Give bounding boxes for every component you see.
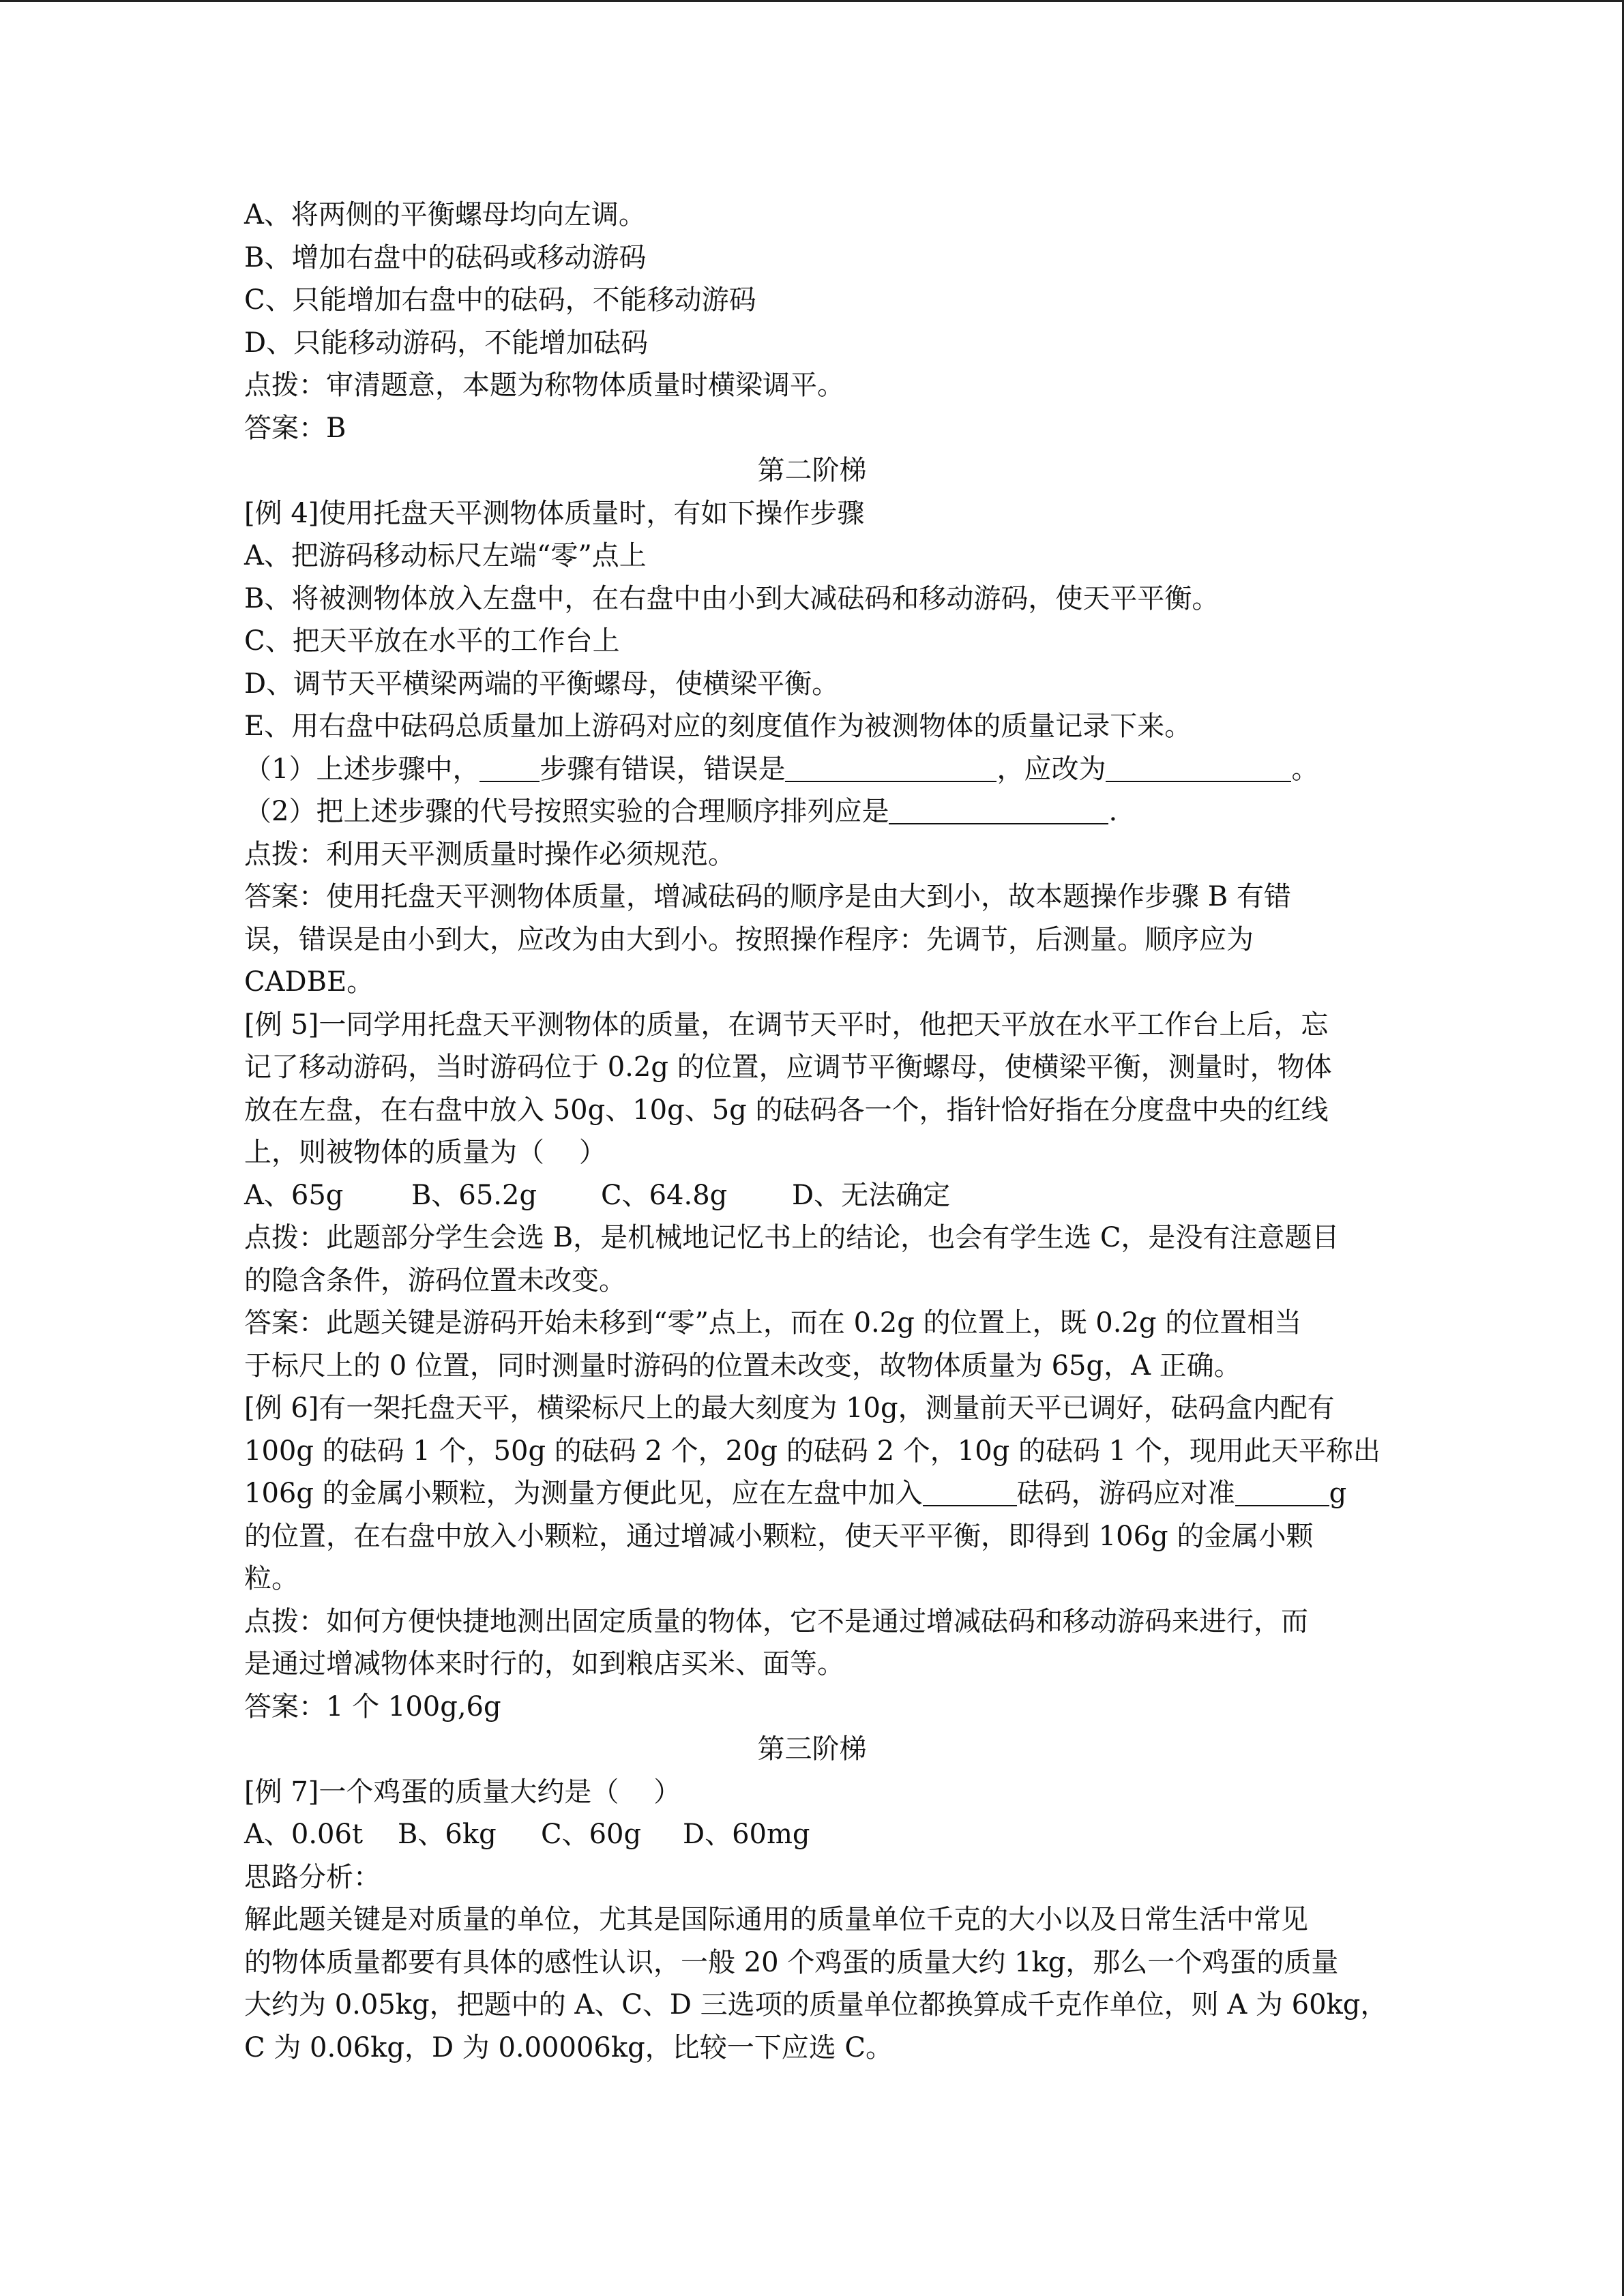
text-segment: 步骤有错误，错误是 [540, 753, 786, 785]
text-segment: . [1108, 796, 1118, 827]
example7-analysis-line: 的物体质量都要有具体的感性认识，一般 20 个鸡蛋的质量大约 1kg，那么一个鸡蛋的质量 [244, 1946, 1339, 1978]
example4-subquestion-2 [244, 790, 1380, 833]
example4-step-b: B、将被测物体放入左盘中，在右盘中由小到大减砝码和移动游码，使天平平衡。 [244, 582, 1220, 614]
text-segment: （1）上述步骤中， [244, 753, 480, 785]
example5-question-line: 记了移动游码，当时游码位于 0.2g 的位置，应调节平衡螺母，使横梁平衡，测量时，物体 [244, 1052, 1332, 1083]
option-a: A、0.06t [244, 1819, 364, 1850]
example5-options [244, 1174, 1380, 1217]
text-segment: （2）把上述步骤的代号按照实验的合理顺序排列应是 [244, 796, 889, 827]
option-d: D、只能移动游码，不能增加砝码 [244, 327, 649, 359]
example6-hint-line: 点拨：如何方便快捷地测出固定质量的物体，它不是通过增减砝码和移动游码来进行，而 [244, 1605, 1308, 1637]
option-b: B、增加右盘中的砝码或移动游码 [244, 241, 647, 273]
option-b: B、6kg [398, 1819, 497, 1850]
answer-blank [1106, 754, 1291, 782]
example4-answer-line: CADBE。 [244, 966, 374, 998]
example4-step-a: A、把游码移动标尺左端“零”点上 [244, 540, 647, 571]
option-c: C、64.8g [601, 1179, 728, 1211]
example7-analysis-title: 思路分析： [244, 1861, 381, 1893]
option-b: B、65.2g [411, 1179, 537, 1211]
example4-hint: 点拨：利用天平测质量时操作必须规范。 [244, 838, 735, 870]
example4-subquestion-1 [244, 748, 1380, 791]
answer-blank [1235, 1478, 1329, 1506]
example7-question: [例 7]一个鸡蛋的质量大约是（ ） [244, 1776, 681, 1808]
example4-answer-line: 误，错误是由小到大，应改为由大到小。按照操作程序：先调节，后测量。顺序应为 [244, 923, 1254, 955]
section-title-3: 第三阶梯 [757, 1733, 867, 1765]
example7-analysis-line: C 为 0.06kg，D 为 0.00006kg，比较一下应选 C。 [244, 2031, 894, 2063]
option-a: A、将两侧的平衡螺母均向左调。 [244, 199, 646, 230]
document-body [244, 194, 1388, 2069]
example7-analysis-line: 大约为 0.05kg，把题中的 A、C、D 三选项的质量单位都换算成千克作单位，则 A 为 60kg， [244, 1989, 1388, 2021]
option-d: D、60mg [683, 1819, 810, 1850]
text-segment: ，应改为 [996, 753, 1106, 785]
example6-question-line [244, 1472, 1380, 1515]
option-d: D、无法确定 [792, 1179, 951, 1211]
answer-blank [923, 1478, 1017, 1506]
example6-question-line: 100g 的砝码 1 个，50g 的砝码 2 个，20g 的砝码 2 个，10g 的砝码 1 个，现用此天平称出 [244, 1435, 1381, 1467]
example4-step-c: C、把天平放在水平的工作台上 [244, 625, 620, 657]
section-title-2: 第二阶梯 [757, 455, 867, 486]
text-segment: g [1329, 1478, 1347, 1509]
answer-blank [785, 754, 996, 782]
text-segment: 砝码，游码应对准 [1016, 1478, 1235, 1509]
example4-question: [例 4]使用托盘天平测物体质量时，有如下操作步骤 [244, 497, 865, 529]
answer-blank [479, 754, 540, 782]
text-segment: 。 [1291, 753, 1319, 785]
example6-question-line: [例 6]有一架托盘天平，横梁标尺上的最大刻度为 10g，测量前天平已调好，砝码盒内配有 [244, 1392, 1335, 1424]
text-segment: 106g 的金属小颗粒，为测量方便此见，应在左盘中加入 [244, 1478, 923, 1509]
example6-answer: 答案：1 个 100g,6g [244, 1690, 501, 1723]
example6-hint-line: 是通过增减物体来时行的，如到粮店买米、面等。 [244, 1648, 844, 1680]
example5-answer-line: 答案：此题关键是游码开始未移到“零”点上，而在 0.2g 的位置上，既 0.2g 的位置相当 [244, 1307, 1302, 1339]
example5-question-line: [例 5]一同学用托盘天平测物体的质量，在调节天平时，他把天平放在水平工作台上后，忘 [244, 1009, 1329, 1041]
option-a: A、65g [244, 1179, 344, 1211]
example4-step-d: D、调节天平横梁两端的平衡螺母，使横梁平衡。 [244, 668, 840, 700]
example7-analysis-line: 解此题关键是对质量的单位，尤其是国际通用的质量单位千克的大小以及日常生活中常见 [244, 1904, 1308, 1935]
hint: 点拨：审清题意，本题为称物体质量时横梁调平。 [244, 370, 844, 401]
example5-question-line: 放在左盘，在右盘中放入 50g、10g、5g 的砝码各一个，指针恰好指在分度盘中央的红线 [244, 1094, 1329, 1126]
page-border-top [0, 0, 1624, 2]
example7-options [244, 1813, 1380, 1856]
answer-blank [889, 796, 1108, 824]
option-c: C、只能增加右盘中的砝码，不能移动游码 [244, 284, 756, 316]
example5-answer-line: 于标尺上的 0 位置，同时测量时游码的位置未改变，故物体质量为 65g，A 正确。 [244, 1350, 1241, 1382]
example4-answer-line: 答案：使用托盘天平测物体质量，增减砝码的顺序是由大到小，故本题操作步骤 B 有错 [244, 881, 1291, 912]
option-c: C、60g [541, 1819, 642, 1850]
example5-question-line: 上，则被物体的质量为（ ） [244, 1137, 606, 1168]
answer: 答案：B [244, 412, 346, 444]
example6-question-line: 的位置，在右盘中放入小颗粒，通过增减小颗粒，使天平平衡，即得到 106g 的金属小颗 [244, 1520, 1314, 1552]
example4-step-e: E、用右盘中砝码总质量加上游码对应的刻度值作为被测物体的质量记录下来。 [244, 711, 1192, 742]
example5-hint-line: 点拨：此题部分学生会选 B，是机械地记忆书上的结论，也会有学生选 C，是没有注意题目 [244, 1222, 1340, 1253]
example6-question-line: 粒。 [244, 1563, 299, 1594]
example5-hint-line: 的隐含条件，游码位置未改变。 [244, 1264, 626, 1296]
